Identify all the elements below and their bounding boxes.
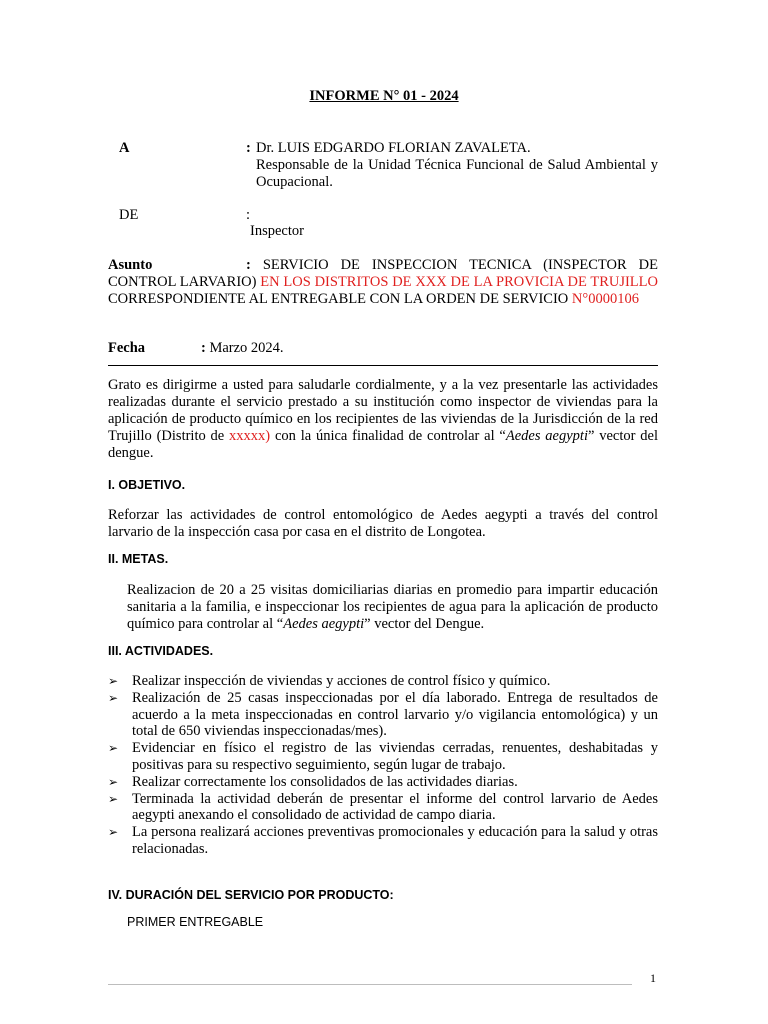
from-colon: : bbox=[246, 207, 251, 223]
subject-text bbox=[108, 257, 658, 308]
subject-part1: SERVICIO DE INSPECCION TECNICA (INSPECTOR DE CONTROL LARVARIO) bbox=[108, 257, 658, 290]
intro-part1: Grato es dirigirme a usted para saludarle cordialmente, y a la vez presentarle las actividades realizadas durante el servicio prestado a su institución como inspector de viviendas para la aplicación de producto químico en los recipientes de las viviendas de la Jurisdicción de la red Trujillo (Distrito de bbox=[108, 377, 658, 444]
activity-item bbox=[108, 690, 658, 740]
subject-part3: CORRESPONDIENTE AL ENTREGABLE CON LA ORDEN DE SERVICIO bbox=[108, 291, 569, 307]
date-value: Marzo 2024. bbox=[209, 340, 284, 356]
intro-paragraph bbox=[108, 377, 658, 462]
section-duracion-sub: PRIMER ENTREGABLE bbox=[127, 915, 264, 929]
activity-text: Realización de 25 casas inspeccionadas por el día laborado. Entrega de resultados de acuerdo a la meta inspeccionadas en control larvario y/o vigilancia entomológica) y un total de 650 viviendas inspeccionadas/mes). bbox=[132, 689, 658, 740]
arrow-bullet-icon: ➢ bbox=[108, 741, 119, 756]
date-label: Fecha bbox=[108, 340, 146, 356]
section-duracion-heading: IV. DURACIÓN DEL SERVICIO POR PRODUCTO: bbox=[108, 888, 394, 902]
section-objetivo-text: Reforzar las actividades de control entomológico de Aedes aegypti a través del control larvario de la inspección casa por casa en el distrito de Longotea. bbox=[108, 507, 658, 540]
intro-district: xxxxx) bbox=[229, 428, 271, 444]
arrow-bullet-icon: ➢ bbox=[108, 825, 119, 840]
activity-text: Realizar correctamente los consolidados de las actividades diarias. bbox=[132, 773, 518, 790]
activity-item bbox=[108, 824, 658, 858]
from-role: Inspector bbox=[250, 223, 304, 239]
document-title: INFORME N° 01 - 2024 bbox=[309, 88, 459, 104]
metas-part1: Realizacion de 20 a 25 visitas domiciliarias diarias en promedio para impartir educación sanitaria a la familia, e inspeccionar los recipientes de agua para la aplicación de producto químico para controlar al “ bbox=[127, 582, 658, 632]
activities-list bbox=[108, 673, 658, 858]
subject-label: Asunto bbox=[108, 257, 153, 273]
to-label: A bbox=[119, 140, 130, 156]
header-divider bbox=[108, 365, 658, 366]
page-number: 1 bbox=[650, 971, 656, 985]
to-name: Dr. LUIS EDGARDO FLORIAN ZAVALETA. bbox=[256, 140, 531, 156]
to-colon: : bbox=[246, 140, 251, 156]
arrow-bullet-icon: ➢ bbox=[108, 674, 119, 688]
arrow-bullet-icon: ➢ bbox=[108, 774, 119, 789]
subject-district: EN LOS DISTRITOS DE XXX DE LA PROVICIA DE TRUJILLO bbox=[260, 274, 658, 290]
activity-item bbox=[108, 791, 658, 825]
metas-part2: ” vector del Dengue. bbox=[364, 616, 485, 632]
section-metas-heading: II. METAS. bbox=[108, 552, 169, 566]
intro-part3: ” vector del dengue. bbox=[108, 428, 658, 461]
activity-text: La persona realizará acciones preventivas promocionales y educación para la salud y otras relacionadas. bbox=[132, 824, 658, 857]
activity-item bbox=[108, 774, 658, 791]
section-objetivo-heading: I. OBJETIVO. bbox=[108, 478, 186, 492]
section-metas-text bbox=[127, 582, 658, 633]
activity-item bbox=[108, 673, 658, 690]
activity-text: Realizar inspección de viviendas y acciones de control físico y químico. bbox=[132, 673, 551, 689]
intro-species: Aedes aegypti bbox=[505, 428, 588, 444]
footer-divider bbox=[108, 984, 632, 985]
subject-order-number: N°0000106 bbox=[571, 291, 639, 307]
metas-species: Aedes aegypti bbox=[283, 616, 365, 632]
activity-item bbox=[108, 740, 658, 774]
section-actividades-heading: III. ACTIVIDADES. bbox=[108, 644, 214, 658]
subject-colon: : bbox=[246, 257, 251, 273]
from-label: DE bbox=[119, 207, 139, 223]
to-role: Responsable de la Unidad Técnica Funcional de Salud Ambiental y Ocupacional. bbox=[256, 157, 658, 190]
arrow-bullet-icon: ➢ bbox=[108, 690, 119, 705]
activity-text: Terminada la actividad deberán de presentar el informe del control larvario de Aedes aegypti anexando el consolidado de actividad de campo diaria. bbox=[132, 790, 658, 824]
date-text bbox=[201, 340, 284, 357]
date-colon: : bbox=[201, 340, 206, 356]
activity-text: Evidenciar en físico el registro de las viviendas cerradas, renuentes, deshabitadas y positivas para su respectivo seguimiento, según lugar de trabajo. bbox=[132, 740, 658, 773]
arrow-bullet-icon: ➢ bbox=[108, 791, 119, 806]
intro-part2: con la única finalidad de controlar al “ bbox=[274, 428, 506, 444]
